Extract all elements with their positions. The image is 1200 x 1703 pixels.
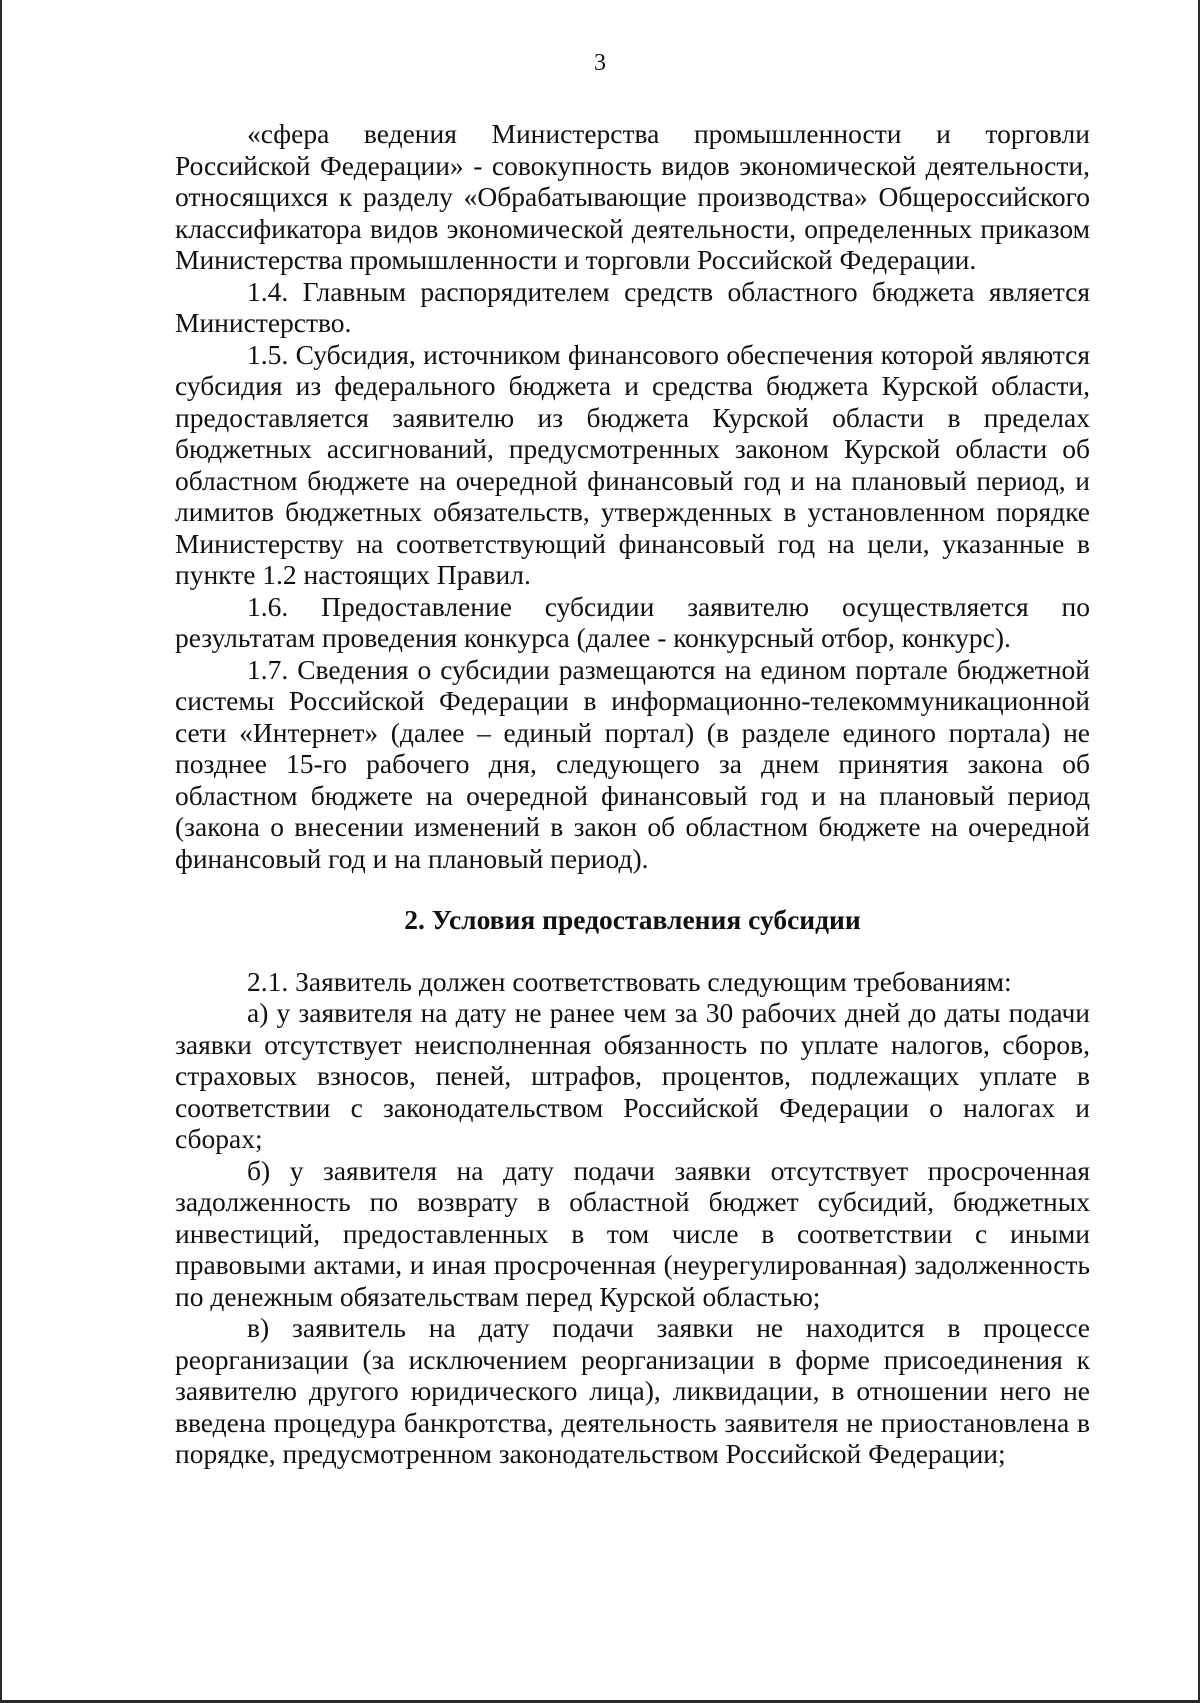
clause-2-1-v: в) заявитель на дату подачи заявки не находится в процессе реорганизации (за исключением реорганизации в форме присоединения к заявителю другого юридического лица), ликвидации, в отношении него не введена процедура банкротства, деятельность заявителя не приостановлена в порядке, предусмотренном законодательством Российской Федерации; <box>175 1312 1090 1469</box>
document-body <box>175 118 1090 1470</box>
clause-1-4: 1.4. Главным распорядителем средств областного бюджета является Министерство. <box>175 275 1090 338</box>
clause-1-6: 1.6. Предоставление субсидии заявителю осуществляется по результатам проведения конкурса (далее - конкурсный отбор, конкурс). <box>175 590 1090 653</box>
clause-1-5: 1.5. Субсидия, источником финансового обеспечения которой являются субсидия из федерального бюджета и средства бюджета Курской области, предоставляется заявителю из бюджета Курской области в пределах бюджетных ассигнований, предусмотренных законом Курской области об областном бюджете на очередной финансовый год и на плановый период, и лимитов бюджетных обязательств, утвержденных в установленном порядке Министерству на соответствующий финансовый год на цели, указанные в пункте 1.2 настоящих Правил. <box>175 338 1090 590</box>
section-2-heading: 2. Условия предоставления субсидии <box>404 904 861 935</box>
page-number: 3 <box>594 50 606 76</box>
definition-paragraph: «сфера ведения Министерства промышленности и торговли Российской Федерации» - совокупность видов экономической деятельности, относящихся к разделу «Обрабатывающие производства» Общероссийского классификатора видов экономической деятельности, определенных приказом Министерства промышленности и торговли Российской Федерации. <box>175 118 1090 275</box>
clause-2-1: 2.1. Заявитель должен соответствовать следующим требованиям: <box>247 965 1012 997</box>
scan-edge-left <box>0 0 2 1703</box>
clause-2-1-b: б) у заявителя на дату подачи заявки отсутствует просроченная задолженность по возврату в областной бюджет субсидий, бюджетных инвестиций, предоставленных в том числе в соответствии с иными правовыми актами, и иная просроченная (неурегулированная) задолженность по денежным обязательствам перед Курской областью; <box>175 1154 1090 1312</box>
clause-2-1-a: а) у заявителя на дату не ранее чем за 30 рабочих дней до даты подачи заявки отсутствует неисполненная обязанность по уплате налогов, сборов, страховых взносов, пеней, штрафов, процентов, подлежащих уплате в соответствии с законодательством Российской Федерации о налогах и сборах; <box>175 997 1090 1154</box>
clause-1-7: 1.7. Сведения о субсидии размещаются на едином портале бюджетной системы Российской Федерации в информационно-телекоммуникационной сети «Интернет» (далее – единый портал) (в разделе единого портала) не позднее 15-го рабочего дня, следующего за днем принятия закона об областном бюджете на очередной финансовый год и на плановый период (закона о внесении изменений в закон об областном бюджете на очередной финансовый год и на плановый период). <box>175 653 1090 874</box>
